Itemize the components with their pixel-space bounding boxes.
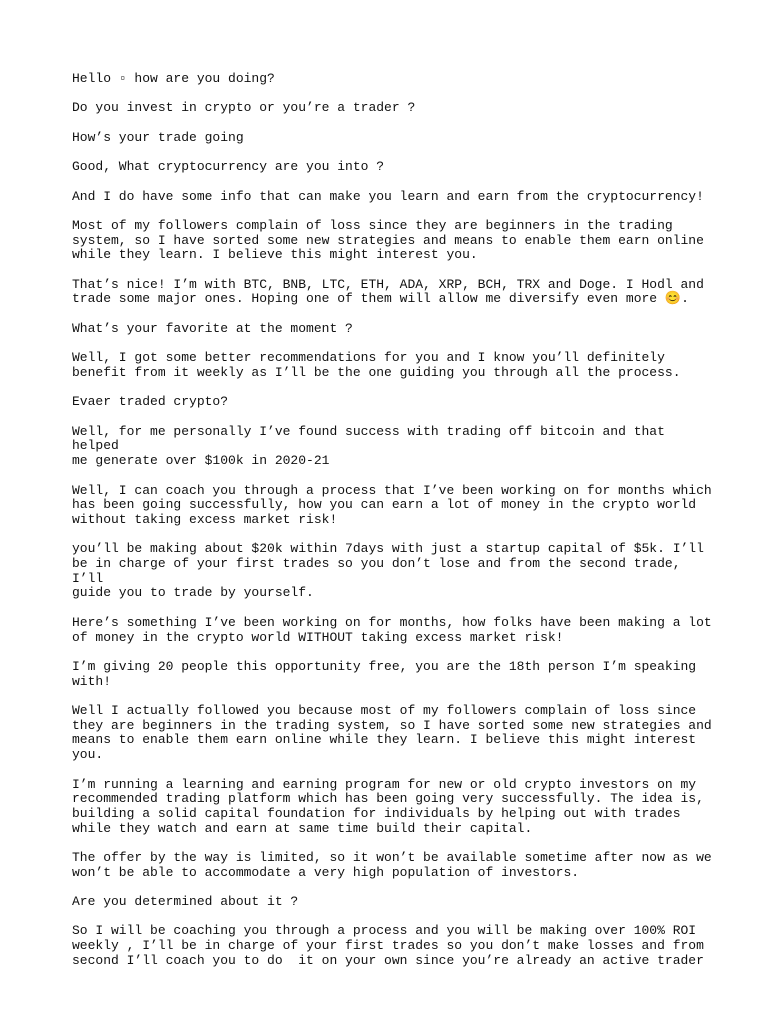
message-paragraph-19: Are you determined about it ? <box>72 894 299 910</box>
message-paragraph-11: Well, for me personally I’ve found success with trading off bitcoin and that helped me generate over $100k in 2020-21 <box>72 423 665 469</box>
message-paragraph-5: And I do have some info that can make you learn and earn from the cryptocurrency! <box>72 188 704 204</box>
message-paragraph-1: Hello ▫ how are you doing? <box>72 71 275 86</box>
message-paragraph-12: Well, I can coach you through a process that I’ve been working on for months which has been going successfully, how you can earn a lot of money in the crypto world without taking excess market risk! <box>72 482 712 527</box>
message-paragraph-14: Here’s something I’ve been working on for months, how folks have been making a lot of money in the crypto world WITHOUT taking excess market risk! <box>72 614 712 645</box>
message-paragraph-13: you’ll be making about $20k within 7days with just a startup capital of $5k. I’ll be in charge of your first trades so you don’t lose and from the second trade, I’ll guide you to trade by yourself. <box>72 541 704 601</box>
message-paragraph-16: Well I actually followed you because most of my followers complain of loss since they are beginners in the trading system, so I have sorted some new strategies and means to enable them earn online while they learn. I believe this might interest you. <box>72 703 712 763</box>
message-paragraph-8: What’s your favorite at the moment ? <box>72 320 353 336</box>
message-paragraph-10: Evaer traded crypto? <box>72 394 229 410</box>
message-paragraph-3: How’s your trade going <box>72 129 244 145</box>
message-paragraph-6: Most of my followers complain of loss since they are beginners in the trading system, so I have sorted some new strategies and means to enable them earn online while they learn. I believe this might interest you. <box>72 217 704 263</box>
message-paragraph-15: I’m giving 20 people this opportunity free, you are the 18th person I’m speaking with! <box>72 658 697 689</box>
document-page <box>72 72 712 983</box>
message-paragraph-7: That’s nice! I’m with BTC, BNB, LTC, ETH, ADA, XRP, BCH, TRX and Doge. I Hodl and trade some major ones. Hoping one of them will allow me diversify even more 😊. <box>72 276 704 307</box>
message-paragraph-18: The offer by the way is limited, so it won’t be available sometime after now as we won’t be able to accommodate a very high population of investors. <box>72 850 712 880</box>
message-paragraph-4: Good, What cryptocurrency are you into ? <box>72 159 385 175</box>
message-paragraph-2: Do you invest in crypto or you’re a trader ? <box>72 100 416 116</box>
message-paragraph-20: So I will be coaching you through a process and you will be making over 100% ROI weekly , I’ll be in charge of your first trades so you don’t make losses and from second I’ll coach you to do it on your own since you’re already an active trader <box>72 923 704 968</box>
message-paragraph-17: I’m running a learning and earning program for new or old crypto investors on my recommended trading platform which has been going very successfully. The idea is, building a solid capital foundation for individuals by helping out with trades while they watch and earn at same time build their capital. <box>72 776 704 836</box>
message-paragraph-9: Well, I got some better recommendations for you and I know you’ll definitely benefit from it weekly as I’ll be the one guiding you through all the process. <box>72 350 681 380</box>
